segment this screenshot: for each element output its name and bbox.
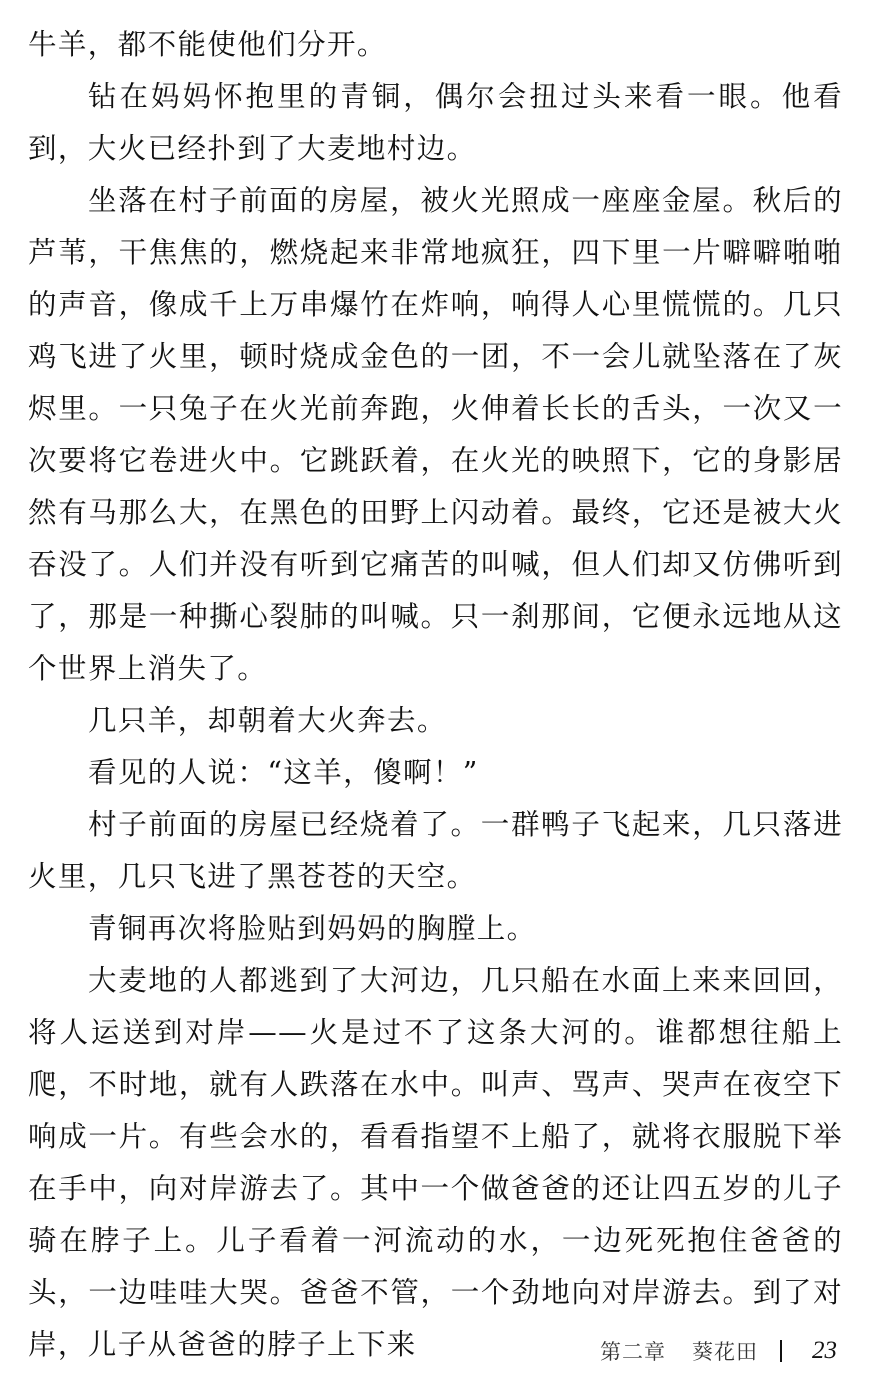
section-title: 葵花田	[692, 1340, 758, 1364]
paragraph: 牛羊，都不能使他们分开。	[28, 28, 387, 61]
paragraph: 坐落在村子前面的房屋，被火光照成一座座金屋。秋后的芦苇，干焦焦的，燃烧起来非常地疯狂，四下里一片噼噼啪啪的声音，像成千上万串爆竹在炸响，响得人心里慌慌的。几只鸡飞进了火里，顿时烧成金色的一团，不一会儿就坠落在了灰烬里。一只兔子在火光前奔跑，火伸着长长的舌头，一次又一次要将它卷进火中。它跳跃着，在火光的映照下，它的身影居然有马那么大，在黑色的田野上闪动着。最终，它还是被大火吞没了。人们并没有听到它痛苦的叫喊，但人们却又仿佛听到了，那是一种撕心裂肺的叫喊。只一刹那间，它便永远地从这个世界上消失了。	[28, 184, 843, 685]
page-number: 23	[812, 1337, 837, 1364]
chapter-label: 第二章	[600, 1340, 666, 1364]
paragraph: 几只羊，却朝着大火奔去。	[88, 704, 447, 737]
page-footer	[600, 1333, 837, 1369]
footer-divider	[780, 1340, 782, 1362]
paragraph: 村子前面的房屋已经烧着了。一群鸭子飞起来，几只落进火里，几只飞进了黑苍苍的天空。	[28, 808, 843, 893]
paragraph: 看见的人说：“这羊，傻啊！”	[88, 756, 479, 789]
page-body	[28, 19, 843, 1371]
paragraph: 青铜再次将脸贴到妈妈的胸膛上。	[88, 912, 537, 945]
paragraph: 大麦地的人都逃到了大河边，几只船在水面上来来回回，将人运送到对岸——火是过不了这条大河的。谁都想往船上爬，不时地，就有人跌落在水中。叫声、骂声、哭声在夜空下响成一片。有些会水的，看看指望不上船了，就将衣服脱下举在手中，向对岸游去了。其中一个做爸爸的还让四五岁的儿子骑在脖子上。儿子看着一河流动的水，一边死死抱住爸爸的头，一边哇哇大哭。爸爸不管，一个劲地向对岸游去。到了对岸，儿子从爸爸的脖子上下来	[28, 964, 843, 1361]
paragraph: 钻在妈妈怀抱里的青铜，偶尔会扭过头来看一眼。他看到，大火已经扑到了大麦地村边。	[28, 80, 843, 165]
